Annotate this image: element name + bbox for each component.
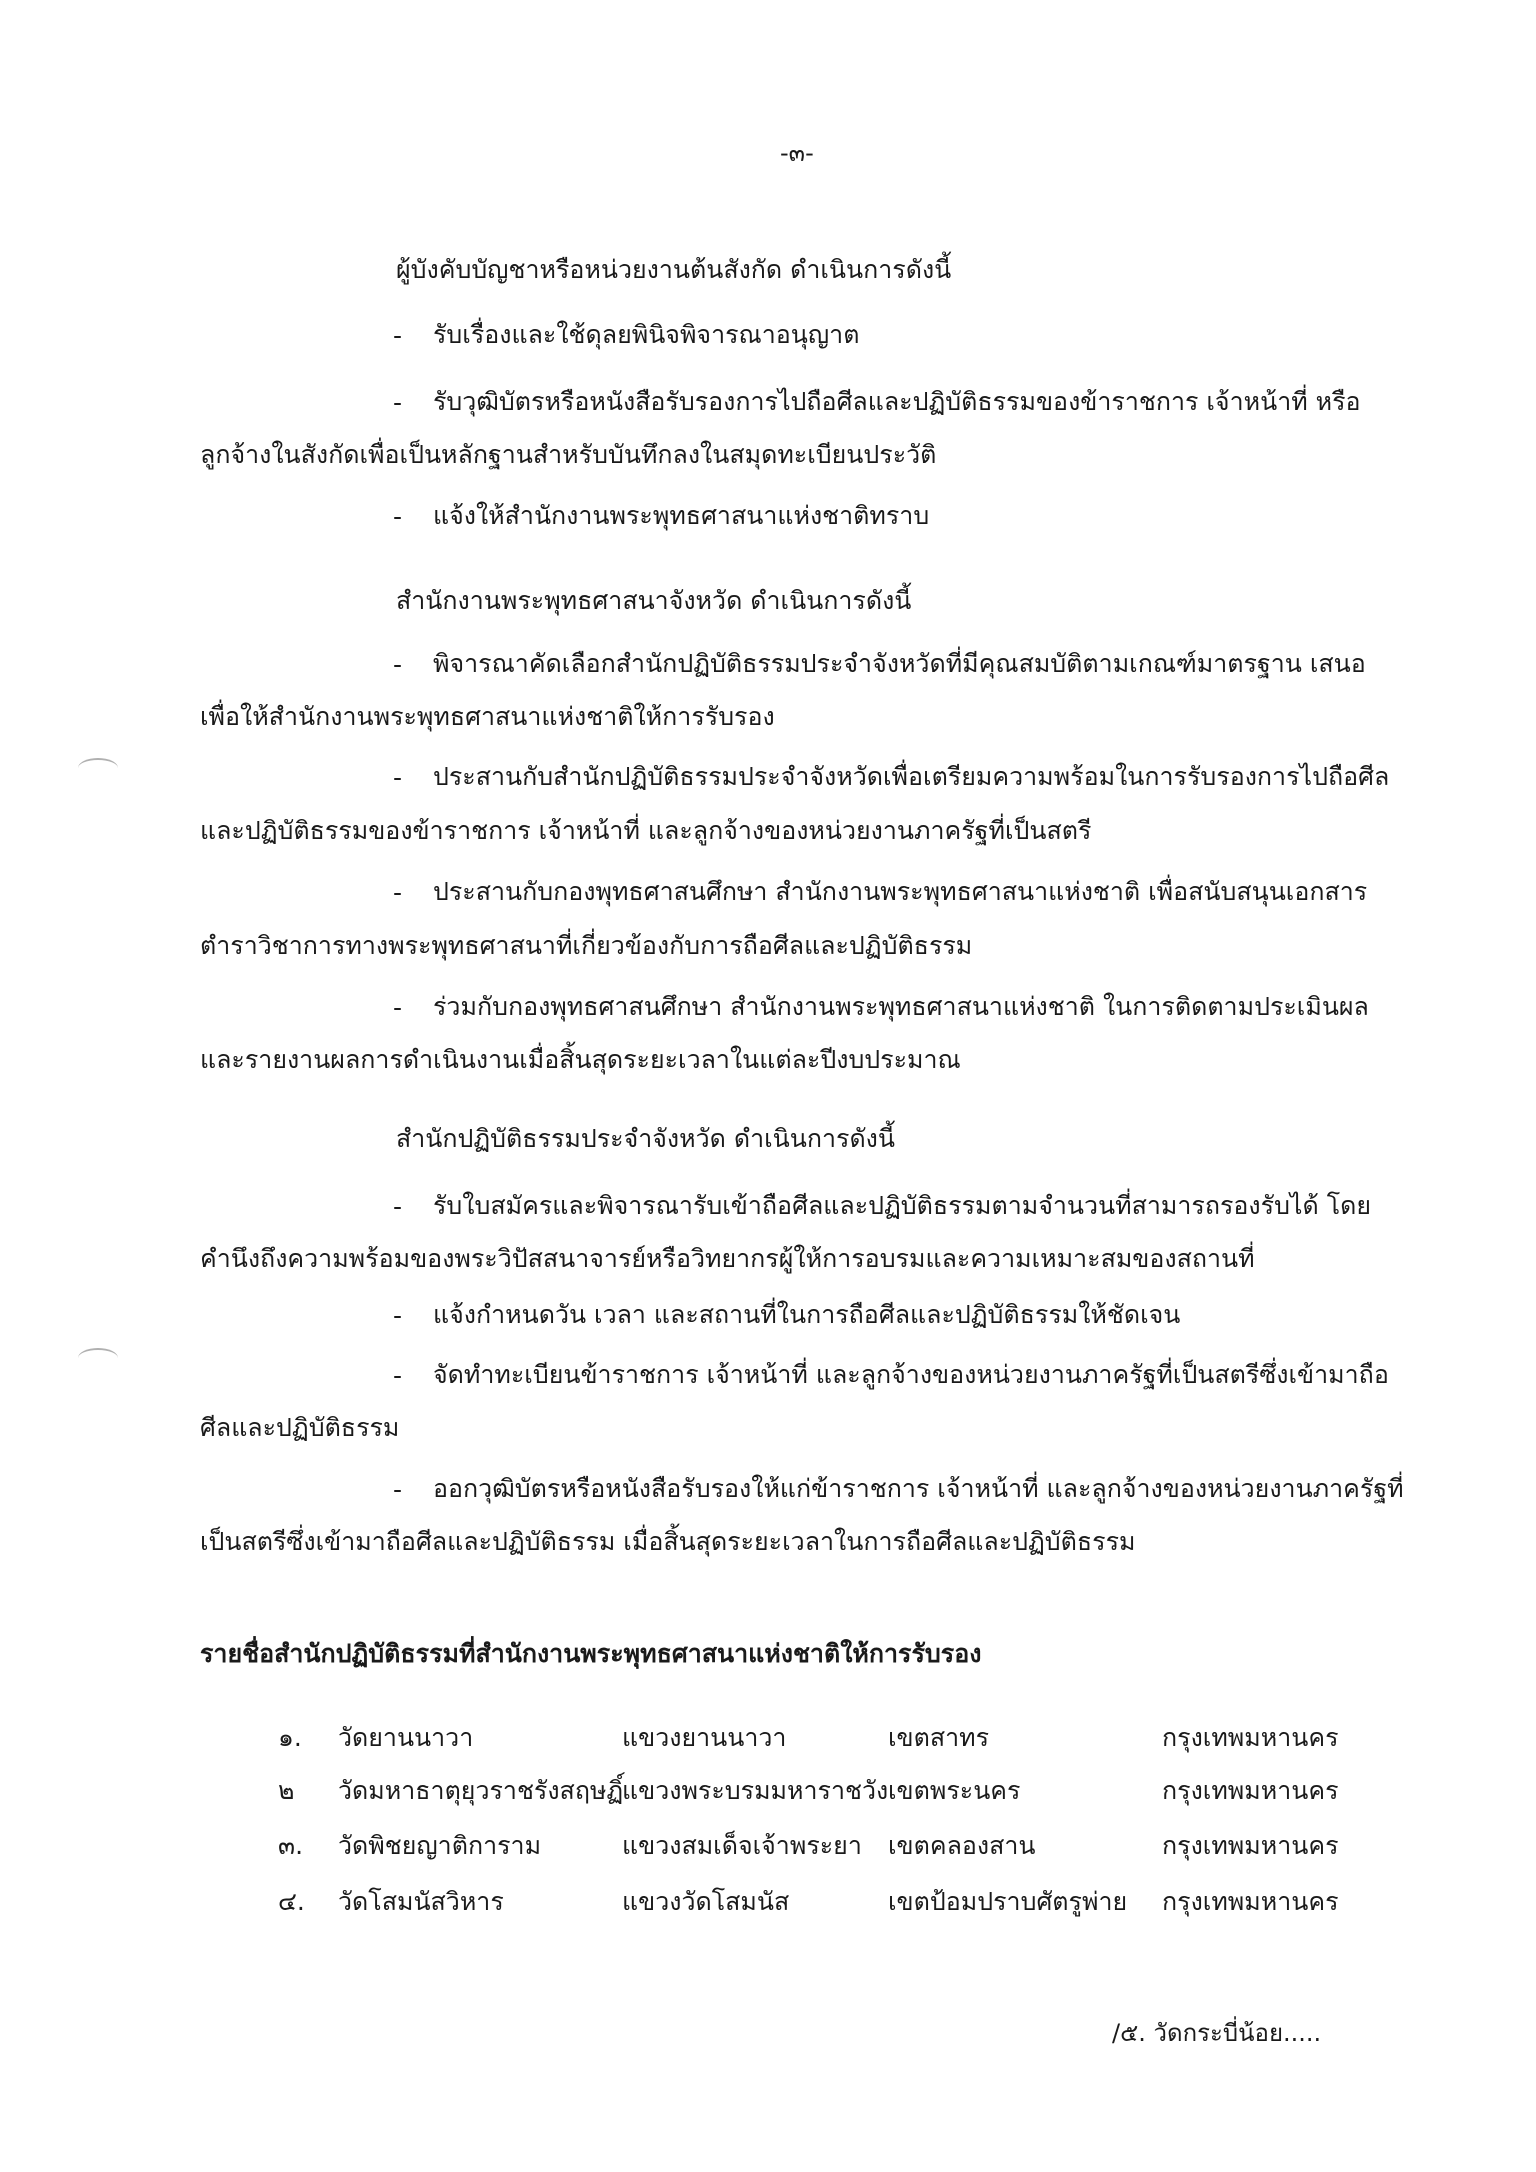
bullet-dash: - (393, 321, 403, 350)
province: กรุงเทพมหานคร (1162, 1776, 1339, 1805)
section-heading-provincial-office: สำนักงานพระพุทธศาสนาจังหวัด ดำเนินการดังนี้ (396, 586, 912, 615)
province: กรุงเทพมหานคร (1162, 1831, 1339, 1860)
row-number: ๔. (278, 1887, 305, 1916)
province: กรุงเทพมหานคร (1162, 1723, 1339, 1752)
bullet-dash: - (393, 502, 403, 531)
row-number: ๒ (278, 1776, 295, 1805)
subdistrict: แขวงวัดโสมนัส (622, 1887, 790, 1916)
list-item-continuation: ลูกจ้างในสังกัดเพื่อเป็นหลักฐานสำหรับบันทึกลงในสมุดทะเบียนประวัติ (200, 440, 937, 469)
row-number: ๓. (278, 1831, 304, 1860)
list-item-continuation: และปฏิบัติธรรมของข้าราชการ เจ้าหน้าที่ และลูกจ้างของหน่วยงานภาครัฐที่เป็นสตรี (200, 816, 1092, 845)
list-item-continuation: ตำราวิชาการทางพระพุทธศาสนาที่เกี่ยวข้องกับการถือศีลและปฏิบัติธรรม (200, 931, 973, 960)
bullet-dash: - (393, 1361, 403, 1390)
province: กรุงเทพมหานคร (1162, 1887, 1339, 1916)
list-item: ร่วมกับกองพุทธศาสนศึกษา สำนักงานพระพุทธศาสนาแห่งชาติ ในการติดตามประเมินผล (433, 992, 1369, 1021)
subdistrict: แขวงพระบรมมหาราชวัง (622, 1776, 889, 1805)
list-item: แจ้งกำหนดวัน เวลา และสถานที่ในการถือศีลและปฏิบัติธรรมให้ชัดเจน (433, 1300, 1181, 1329)
bullet-dash: - (393, 878, 403, 907)
temple-name: วัดมหาธาตุยุวราชรังสฤษฏิ์ (338, 1776, 624, 1805)
row-number: ๑. (278, 1723, 302, 1752)
bullet-dash: - (393, 763, 403, 792)
list-item: ประสานกับสำนักปฏิบัติธรรมประจำจังหวัดเพื่อเตรียมความพร้อมในการรับรองการไปถือศีล (433, 762, 1390, 791)
district: เขตสาทร (888, 1723, 990, 1752)
list-item: รับวุฒิบัตรหรือหนังสือรับรองการไปถือศีลและปฏิบัติธรรมของข้าราชการ เจ้าหน้าที่ หรือ (433, 387, 1361, 416)
list-item: ออกวุฒิบัตรหรือหนังสือรับรองให้แก่ข้าราชการ เจ้าหน้าที่ และลูกจ้างของหน่วยงานภาครัฐที่ (433, 1474, 1404, 1503)
temple-name: วัดยานนาวา (338, 1723, 474, 1752)
punch-hole-mark (78, 758, 118, 778)
bullet-dash: - (393, 1192, 403, 1221)
list-item-continuation: เป็นสตรีซึ่งเข้ามาถือศีลและปฏิบัติธรรม เมื่อสิ้นสุดระยะเวลาในการถือศีลและปฏิบัติธรรม (200, 1527, 1136, 1556)
list-item: แจ้งให้สำนักงานพระพุทธศาสนาแห่งชาติทราบ (433, 501, 930, 530)
list-item-continuation: ศีลและปฏิบัติธรรม (200, 1413, 400, 1442)
bullet-dash: - (393, 650, 403, 679)
temple-list-title: รายชื่อสำนักปฏิบัติธรรมที่สำนักงานพระพุทธศาสนาแห่งชาติให้การรับรอง (200, 1639, 982, 1668)
district: เขตป้อมปราบศัตรูพ่าย (888, 1887, 1128, 1916)
bullet-dash: - (393, 388, 403, 417)
district: เขตคลองสาน (888, 1831, 1036, 1860)
section-heading-practice-center: สำนักปฏิบัติธรรมประจำจังหวัด ดำเนินการดังนี้ (396, 1124, 895, 1153)
list-item: รับใบสมัครและพิจารณารับเข้าถือศีลและปฏิบัติธรรมตามจำนวนที่สามารถรองรับได้ โดย (433, 1191, 1372, 1220)
list-item: รับเรื่องและใช้ดุลยพินิจพิจารณาอนุญาต (433, 320, 860, 349)
subdistrict: แขวงยานนาวา (622, 1723, 787, 1752)
punch-hole-mark (78, 1348, 118, 1368)
bullet-dash: - (393, 1301, 403, 1330)
section-heading-supervisor: ผู้บังคับบัญชาหรือหน่วยงานต้นสังกัด ดำเนินการดังนี้ (396, 255, 952, 284)
temple-name: วัดโสมนัสวิหาร (338, 1887, 504, 1916)
district: เขตพระนคร (888, 1776, 1021, 1805)
list-item: จัดทำทะเบียนข้าราชการ เจ้าหน้าที่ และลูกจ้างของหน่วยงานภาครัฐที่เป็นสตรีซึ่งเข้ามาถือ (433, 1360, 1389, 1389)
list-item-continuation: เพื่อให้สำนักงานพระพุทธศาสนาแห่งชาติให้การรับรอง (200, 702, 775, 731)
temple-name: วัดพิชยญาติการาม (338, 1831, 542, 1860)
list-item-continuation: คำนึงถึงความพร้อมของพระวิปัสสนาจารย์หรือวิทยากรผู้ให้การอบรมและความเหมาะสมของสถานที่ (200, 1244, 1255, 1273)
bullet-dash: - (393, 993, 403, 1022)
list-item: พิจารณาคัดเลือกสำนักปฏิบัติธรรมประจำจังหวัดที่มีคุณสมบัติตามเกณฑ์มาตรฐาน เสนอ (433, 649, 1366, 678)
list-item: ประสานกับกองพุทธศาสนศึกษา สำนักงานพระพุทธศาสนาแห่งชาติ เพื่อสนับสนุนเอกสาร (433, 877, 1368, 906)
continuation-note: /๕. วัดกระบี่น้อย..... (1112, 2019, 1322, 2047)
page-number: -๓- (780, 139, 814, 167)
subdistrict: แขวงสมเด็จเจ้าพระยา (622, 1831, 862, 1860)
list-item-continuation: และรายงานผลการดำเนินงานเมื่อสิ้นสุดระยะเวลาในแต่ละปีงบประมาณ (200, 1045, 961, 1074)
bullet-dash: - (393, 1475, 403, 1504)
